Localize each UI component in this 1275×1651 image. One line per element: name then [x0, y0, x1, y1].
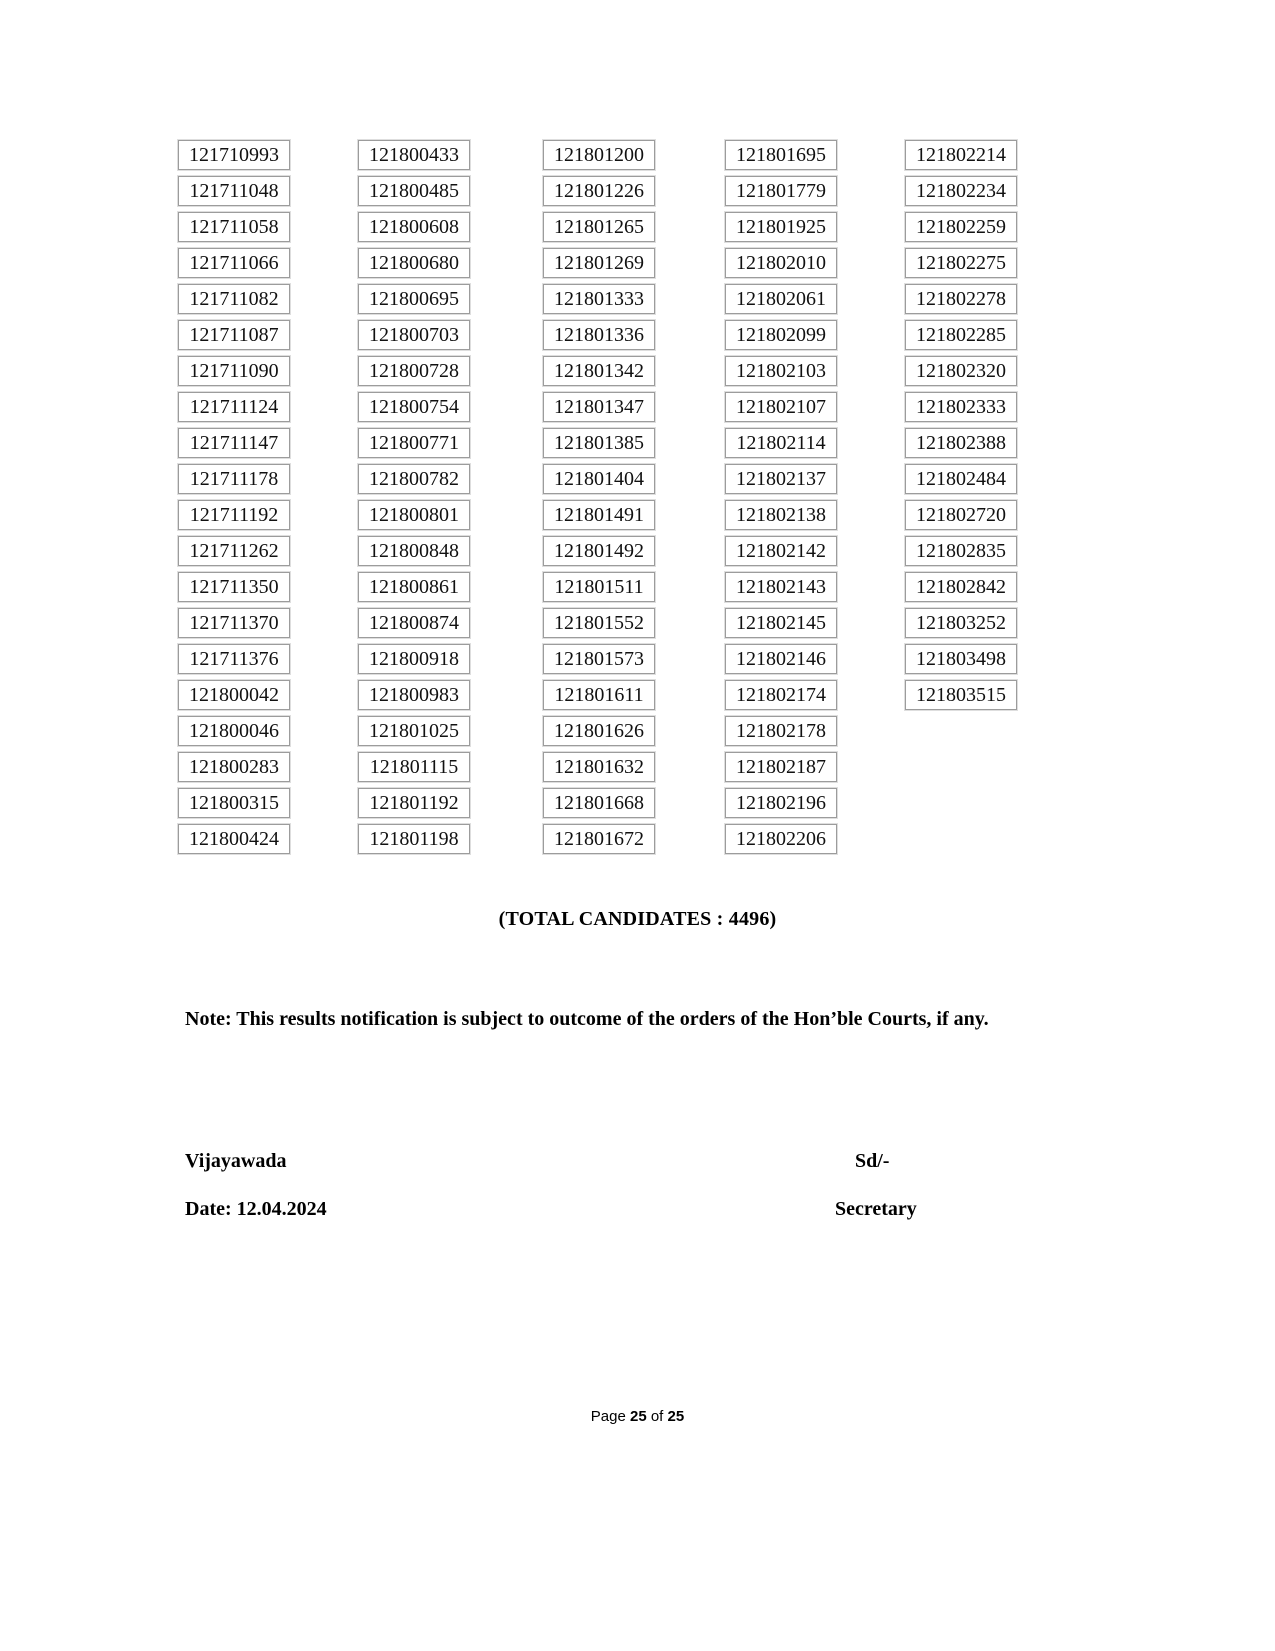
roll-number-cell: 121801779	[725, 176, 837, 206]
roll-number-cell: 121802835	[905, 536, 1017, 566]
roll-number-cell: 121801265	[543, 212, 655, 242]
roll-number-cell: 121801200	[543, 140, 655, 170]
roll-number-cell: 121800861	[358, 572, 470, 602]
roll-number-cell: 121801573	[543, 644, 655, 674]
roll-number-cell: 121802114	[725, 428, 837, 458]
roll-number-cell: 121711147	[178, 428, 290, 458]
roll-number-cell: 121711124	[178, 392, 290, 422]
roll-number-cell: 121801925	[725, 212, 837, 242]
roll-number-cell: 121800046	[178, 716, 290, 746]
roll-number-cell: 121801115	[358, 752, 470, 782]
roll-number-cell: 121711178	[178, 464, 290, 494]
roll-number-cell: 121800728	[358, 356, 470, 386]
roll-number-cell: 121800608	[358, 212, 470, 242]
roll-number-cell: 121800848	[358, 536, 470, 566]
roll-number-cell: 121800433	[358, 140, 470, 170]
signatory-title: Secretary	[835, 1198, 917, 1220]
roll-number-cell: 121711082	[178, 284, 290, 314]
roll-number-cell: 121802320	[905, 356, 1017, 386]
roll-number-column-1	[178, 140, 290, 860]
roll-number-cell: 121711058	[178, 212, 290, 242]
court-orders-note: Note: This results notification is subject to outcome of the orders of the Hon’ble Courts, if any.	[185, 1008, 989, 1030]
roll-number-cell: 121801404	[543, 464, 655, 494]
roll-number-cell: 121802061	[725, 284, 837, 314]
roll-number-cell: 121711087	[178, 320, 290, 350]
roll-number-cell: 121802010	[725, 248, 837, 278]
roll-number-cell: 121801668	[543, 788, 655, 818]
roll-number-cell: 121802388	[905, 428, 1017, 458]
roll-number-column-4	[725, 140, 837, 860]
roll-number-cell: 121802143	[725, 572, 837, 602]
roll-number-column-5	[905, 140, 1017, 716]
roll-number-cell: 121711350	[178, 572, 290, 602]
roll-number-cell: 121802107	[725, 392, 837, 422]
roll-number-cell: 121800983	[358, 680, 470, 710]
roll-number-cell: 121801672	[543, 824, 655, 854]
roll-number-cell: 121802214	[905, 140, 1017, 170]
roll-number-cell: 121710993	[178, 140, 290, 170]
roll-number-cell: 121802333	[905, 392, 1017, 422]
roll-number-cell: 121800315	[178, 788, 290, 818]
roll-number-cell: 121801626	[543, 716, 655, 746]
footer-page-number: 25	[629, 1408, 647, 1425]
roll-number-cell: 121803515	[905, 680, 1017, 710]
roll-number-cell: 121711048	[178, 176, 290, 206]
roll-number-cell: 121801611	[543, 680, 655, 710]
roll-number-cell: 121711066	[178, 248, 290, 278]
roll-number-cell: 121802259	[905, 212, 1017, 242]
roll-number-cell: 121800801	[358, 500, 470, 530]
roll-number-cell: 121711370	[178, 608, 290, 638]
roll-number-cell: 121802842	[905, 572, 1017, 602]
roll-number-cell: 121801492	[543, 536, 655, 566]
roll-number-cell: 121802137	[725, 464, 837, 494]
date-label: Date: 12.04.2024	[185, 1198, 327, 1220]
roll-number-cell: 121802275	[905, 248, 1017, 278]
roll-number-cell: 121800874	[358, 608, 470, 638]
roll-number-cell: 121802174	[725, 680, 837, 710]
roll-number-cell: 121802278	[905, 284, 1017, 314]
roll-number-cell: 121801226	[543, 176, 655, 206]
roll-number-cell: 121802146	[725, 644, 837, 674]
signature-sd-label: Sd/-	[855, 1150, 890, 1172]
roll-number-cell: 121801333	[543, 284, 655, 314]
roll-number-cell: 121800754	[358, 392, 470, 422]
roll-number-cell: 121801336	[543, 320, 655, 350]
roll-number-column-3	[543, 140, 655, 860]
roll-number-cell: 121800424	[178, 824, 290, 854]
roll-number-cell: 121711192	[178, 500, 290, 530]
roll-number-cell: 121800918	[358, 644, 470, 674]
roll-number-cell: 121802178	[725, 716, 837, 746]
roll-number-cell: 121802720	[905, 500, 1017, 530]
roll-number-cell: 121802234	[905, 176, 1017, 206]
roll-number-cell: 121801552	[543, 608, 655, 638]
roll-number-cell: 121800695	[358, 284, 470, 314]
roll-number-cell: 121802145	[725, 608, 837, 638]
roll-number-cell: 121801491	[543, 500, 655, 530]
roll-number-cell: 121801385	[543, 428, 655, 458]
roll-number-cell: 121801695	[725, 140, 837, 170]
roll-number-cell: 121801192	[358, 788, 470, 818]
total-candidates-line: (TOTAL CANDIDATES : 4496)	[498, 908, 777, 930]
roll-number-cell: 121711090	[178, 356, 290, 386]
roll-number-cell: 121800782	[358, 464, 470, 494]
roll-number-cell: 121801198	[358, 824, 470, 854]
roll-number-cell: 121800703	[358, 320, 470, 350]
roll-number-cell: 121711376	[178, 644, 290, 674]
roll-number-cell: 121803498	[905, 644, 1017, 674]
roll-number-cell: 121802196	[725, 788, 837, 818]
footer-of-word: of	[650, 1408, 664, 1425]
roll-number-cell: 121801269	[543, 248, 655, 278]
footer-page-word: Page	[590, 1408, 626, 1425]
roll-number-cell: 121802206	[725, 824, 837, 854]
roll-number-cell: 121802484	[905, 464, 1017, 494]
roll-number-cell: 121802103	[725, 356, 837, 386]
roll-number-cell: 121802187	[725, 752, 837, 782]
roll-number-cell: 121801632	[543, 752, 655, 782]
page-number-footer	[0, 1408, 1275, 1425]
roll-number-cell: 121800042	[178, 680, 290, 710]
roll-number-cell: 121711262	[178, 536, 290, 566]
roll-number-cell: 121800680	[358, 248, 470, 278]
roll-number-cell: 121800485	[358, 176, 470, 206]
roll-number-cell: 121802285	[905, 320, 1017, 350]
roll-number-cell: 121802099	[725, 320, 837, 350]
roll-number-cell: 121800771	[358, 428, 470, 458]
footer-total-pages: 25	[667, 1408, 685, 1425]
roll-number-cell: 121800283	[178, 752, 290, 782]
roll-number-cell: 121801025	[358, 716, 470, 746]
roll-number-cell: 121801342	[543, 356, 655, 386]
roll-number-cell: 121803252	[905, 608, 1017, 638]
roll-number-cell: 121801347	[543, 392, 655, 422]
roll-number-cell: 121802142	[725, 536, 837, 566]
roll-number-column-2	[358, 140, 470, 860]
roll-number-cell: 121801511	[543, 572, 655, 602]
place-label: Vijayawada	[185, 1150, 287, 1172]
roll-number-cell: 121802138	[725, 500, 837, 530]
